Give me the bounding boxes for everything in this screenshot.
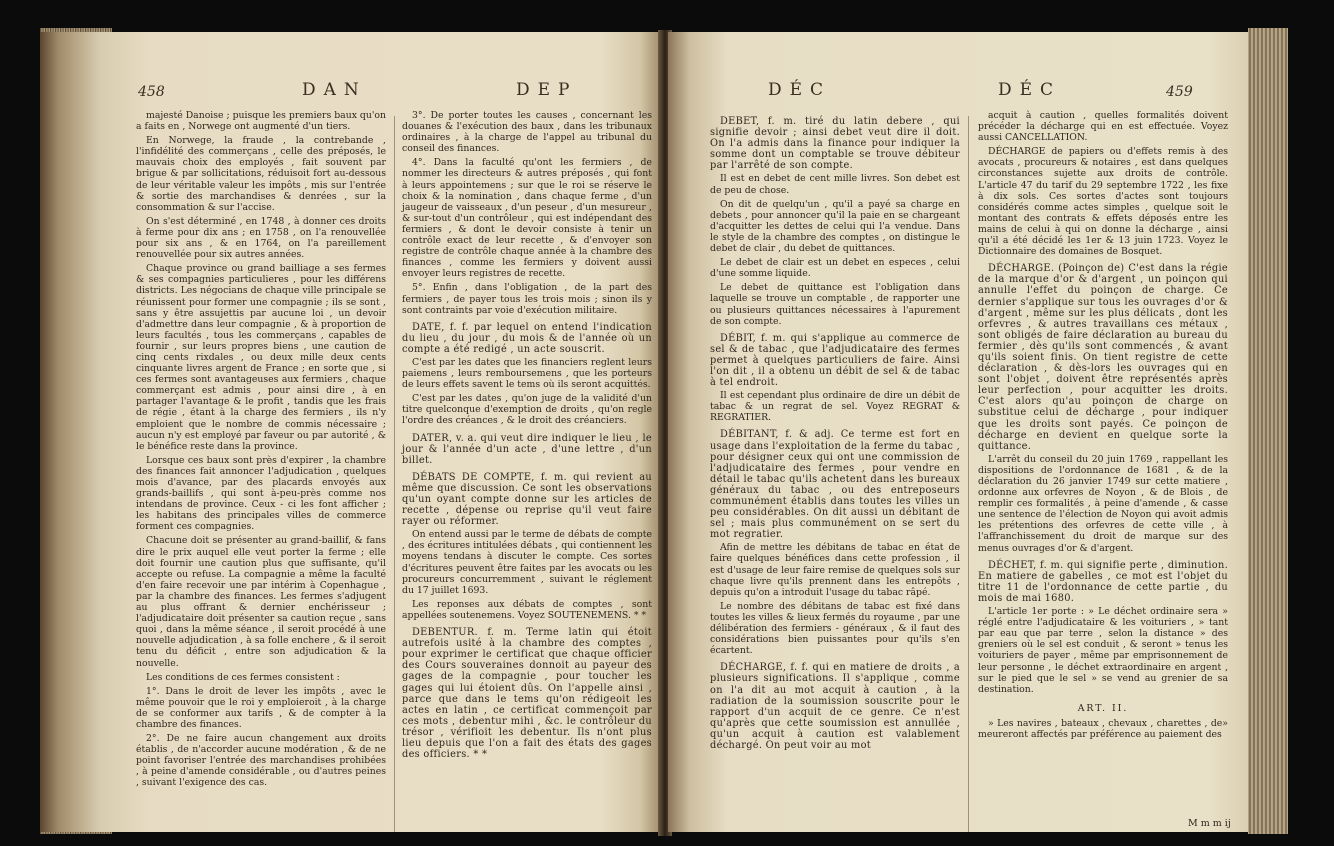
running-header-right: DÉC [998, 80, 1062, 100]
paragraph: majesté Danoise ; puisque les premiers baux qu'on a faits en , Norwege ont augmenté d'un tiers. [136, 110, 386, 133]
paragraph: Afin de mettre les débitans de tabac en état de faire quelques bénéfices dans cette profession , il est d'usage de leur faire remise de quelques sols sur chaque livre qu'ils prennent dans les entrepôts , depuis qu'on a introduit l'usage du tabac râpé. [710, 542, 960, 598]
paragraph: On s'est déterminé , en 1748 , à donner ces droits à ferme pour dix ans ; en 1758 , on l'a renouvellée pour six ans , & en 1764, on l'a pareillement renouvellée pour six autres années. [136, 215, 386, 261]
column-rule [394, 116, 395, 832]
paragraph: 1°. Dans le droit de lever les impôts , avec le même pouvoir que le roi y emploieroit , à la charge de se conformer aux tarifs , & de compter à la chambre des finances. [136, 685, 386, 730]
entry: DÉBIT, f. m. qui s'applique au commerce de sel & de tabac , que l'adjudicataire des fermes permet à quelques particuliers de faire. Ainsi l'on dit , il a obtenu un débit de sel & de tabac à tel endroit. [710, 332, 960, 389]
paragraph: Chacune doit se présenter au grand-baillif, & fans dire le prix auquel elle veut porter la ferme ; elle doit fournir une caution plus que suffisante, qu'il accepte ou refuse. La compagnie a même la faculté d'en faire recevoir une par intérim à Copenhague , par la chambre des finances. Les fermes s'adjugent au plus offrant & dernier enchérisseur ; l'adjudicataire doit présenter sa caution reçue , sans quoi , dans la même séance , il seroit procédé à une nouvelle adjudication , à sa folle enchere , & il seroit tenu du déficit , entre son adjudication & la nouvelle. [136, 535, 386, 669]
paragraph: Il est en debet de cent mille livres. Son debet est de peu de chose. [710, 173, 960, 196]
entry: DÉCHET, f. m. qui signifie perte , diminution. En matiere de gabelles , ce mot est l'objet du titre 11 de l'ordonnance de cette partie , du mois de mai 1680. [978, 559, 1228, 604]
paragraph: Chaque province ou grand bailliage a ses fermes & ses compagnies particulieres , pour les différens districts. Les négocians de chaque ville principale se réunissent pour former une compagnie ; ils se sont , sans y être assujettis par aucune loi , un devoir d'admettre dans leur compagnie , & à proportion de leurs facultés , tous les commerçans , capables de fournir , sur leurs propres biens , une caution de cinq cents rixdales , ou deux mille deux cents cinquante livres argent de France ; en sorte que , si ces fermes sont avantageuses aux fermiers , chaque commerçant est admis , pour ainsi dire , à en partager l'avantage & le profit , tandis que les frais de régie , étant à la charge des fermiers , ils n'y emploient que le nombre de commis nécessaire ; aucun n'y est employé par faveur ou par autorité , & le bénéfice reste dans la province. [136, 263, 386, 452]
entry-head: DÉBIT [720, 332, 753, 344]
running-header-left: DÉC [768, 80, 832, 100]
paragraph: Le debet de quittance est l'obligation dans laquelle se trouve un comptable , de rapporter une ou plusieurs quittances nécessaires à l'apurement de son compte. [710, 282, 960, 327]
entry-head: DÉBATS DE COMPTE [412, 471, 532, 483]
entry-head: DÉCHARGE [720, 662, 783, 674]
paragraph: Le debet de clair est un debet en especes , celui d'une somme liquide. [710, 257, 960, 280]
page-edges-right [1248, 28, 1288, 834]
entry: DEBENTUR. f. m. Terme latin qui étoit autrefois usité à la chambre des comptes , pour exprimer le certificat que chaque officier des Cours souveraines donnoit au payeur des gages de la compagnie , pour toucher les gages qui lui étoient dûs. On l'appelle ainsi , parce que dans le tems qu'on rédigeoit les actes en latin , ce certificat commençoit par ces mots , debentur mihi , &c. le contrôleur du trésor , vérifioit les debentur. Ils n'ont plus lieu depuis que l'on a fait des états des gages des officiers. * * [402, 627, 652, 761]
entry: DATER, v. a. qui veut dire indiquer le lieu , le jour & l'année d'un acte , d'une lettre , d'un billet. [402, 432, 652, 466]
right-page [668, 32, 1288, 832]
page-number: 458 [138, 84, 165, 100]
paragraph: En Norwege, la fraude , la contrebande , l'infidélité des commerçans , celle des préposés, le mauvais choix des employés , fait souvent par brigue & par sollicitations, réduisoit fort au-dessous de leur véritable valeur les impôts , mis sur l'entrée & sortie des marchandises & denrées , sur la consommation & sur l'accise. [136, 135, 386, 213]
entry-head: DEBET [720, 116, 756, 127]
text-column-1 [710, 110, 960, 753]
column-rule [968, 116, 969, 832]
paragraph: Les reponses aux débats de comptes , sont appellées soutenemens. Voyez SOUTENEMENS. * * [402, 598, 652, 621]
paragraph: L'article 1er porte : » Le déchet ordinaire sera » réglé entre l'adjudicataire & les voituriers , » tant par eau que par terre , selon la distance » des greniers où le sel est conduit , & seront » tenus les voituriers de payer , même par emprisonnement de leur personne , le déchet extraordinaire en argent , sur le pied que le sel » se vend au grenier de sa destination. [978, 606, 1228, 695]
article-heading: ART. II. [1077, 702, 1129, 714]
entry: DÉBITANT, f. & adj. Ce terme est fort en usage dans l'exploitation de la ferme du tabac , pour désigner ceux qui ont une commission de l'adjudicataire des fermes , pour vendre en détail le tabac qu'ils achetent dans les bureaux généraux du tabac , ou des entreposeurs communément établis dans toutes les villes un peu considérables. On dit aussi un débitant de sel ; mais plus communément on se sert du mot regratier. [710, 429, 960, 541]
page-number: 459 [1166, 84, 1193, 100]
open-book [40, 22, 1288, 840]
paragraph: » Les navires , bateaux , chevaux , charettes , de» meureront affectés par préférence au paiement des [978, 717, 1228, 740]
paragraph: Les conditions de ces fermes consistent : [146, 671, 340, 683]
paragraph: C'est par les dates que les financiers reglent leurs paiemens , leurs remboursemens , que les porteurs de leurs effets savent le tems où ils seront acquittés. [402, 356, 652, 391]
entry-head: DATE [412, 321, 442, 333]
paragraph: Il est cependant plus ordinaire de dire un débit de tabac & un regrat de sel. Voyez REGRAT & REGRATIER. [710, 390, 960, 424]
paragraph: DÉCHARGE de papiers ou d'effets remis à des avocats , procureurs & notaires , est dans quelques circonstances sujette aux droits de contrôle. L'article 47 du tarif du 29 septembre 1722 , les fixe à dix sols. Ces sortes d'actes sont toujours considérés comme actes simples , quelque soit le montant des contrats & effets déposés entre les mains de celui à qui on donne la décharge , ainsi qu'il a été décidé les 1er & 13 juin 1723. Voyez le Dictionnaire des domaines de Bosquet. [978, 146, 1228, 258]
entry: DÉCHARGE. (Poinçon de) C'est dans la régie de la marque d'or & d'argent , un poinçon qui annulle l'effet du poinçon de charge. Ce dernier s'applique sur tous les ouvrages d'or & d'argent , même sur les plus délicats , dont les orfevres , & autres travaillans ces métaux , sont obligés de faire déclaration au bureau du fermier , dès qu'ils sont commencés , & avant qu'ils soient finis. On tient registre de cette déclaration , & dès-lors les ouvrages qui en sont l'objet , doivent être représentés après leur perfection , pour acquitter les droits. C'est alors qu'au poinçon de charge on substitue celui de décharge , pour indiquer que les droits sont payés. Ce poinçon de décharge en devient en quelque sorte la quittance. [978, 263, 1228, 452]
paragraph: Lorsque ces baux sont près d'expirer , la chambre des finances fait annoncer l'adjudication , quelques mois d'avance, par des placards envoyés aux grands-baillifs , qui sont à-peu-près comme nos intendans de province. Ceux - ci les font afficher ; les habitans des principales villes de commerce forment ces compagnies. [136, 454, 386, 533]
paragraph: 5°. Enfin , dans l'obligation , de la part des fermiers , de payer tous les trois mois ; sinon ils y sont contraints par voie d'exécution militaire. [402, 282, 652, 316]
signature-mark: M m m ij [1188, 818, 1231, 829]
text-column-1 [136, 110, 386, 792]
entry: DÉCHARGE, f. f. qui en matiere de droits , a plusieurs significations. Il s'applique , comme on l'a dit au mot acquit à caution , à la radiation de la soumission souscrite pour le rapport d'un acquit de ce genre. Ce n'est qu'après que cette soumission est annullée , qu'un acquit à caution est valablement déchargé. On peut voir au mot [710, 662, 960, 751]
paragraph: On dit de quelqu'un , qu'il a payé sa charge en debets , pour annoncer qu'il la paie en se chargeant d'acquitter les dettes de celui qui l'a vendue. Dans le style de la chambre des comptes , on distingue le debet de clair , du debet de quittances. [710, 198, 960, 255]
entry-head: DATER [412, 432, 449, 444]
entry: DEBET, f. m. tiré du latin debere , qui signifie devoir ; ainsi debet veut dire il doit. On l'a admis dans la finance pour indiquer la somme dont un comptable se trouve débiteur par l'arrêté de son compte. [710, 116, 960, 172]
entry-head: DÉCHARGE [988, 263, 1051, 275]
left-page [40, 32, 662, 832]
entry-head: DÉBITANT [720, 429, 776, 441]
entry-head: DEBENTUR [412, 627, 475, 639]
entry-head: DÉCHET [988, 559, 1034, 571]
paragraph: C'est par les dates , qu'on juge de la validité d'un titre quelconque d'exemption de droits , qu'on regle l'ordre des créances , & le droit des créanciers. [402, 393, 652, 427]
entry: DATE, f. f. par lequel on entend l'indication du lieu , du jour , du mois & de l'année où un compte a été redigé , un acte souscrit. [402, 321, 652, 355]
running-header-right: DEP [516, 80, 578, 100]
paragraph: Le nombre des débitans de tabac est fixé dans toutes les villes & lieux fermés du royaume , par une délibération des fermiers - généraux , & il faut des considérations bien puissantes pour qu'ils s'en écartent. [710, 600, 960, 657]
text-column-2 [402, 110, 652, 762]
paragraph: acquit à caution , quelles formalités doivent précéder la décharge qui en est effectuée. Voyez aussi CANCELLATION. [978, 110, 1228, 144]
paragraph: L'arrêt du conseil du 20 juin 1769 , rappellant les dispositions de l'ordonnance de 1681 , & de la déclaration du 26 janvier 1749 sur cette matiere , ordonne aux orfevres de Noyon , & de Blois , de remplir ces formalités , à peine d'amende , & casse une sentence de l'élection de Noyon qui avoit admis les prétentions des orfevres de cette ville , à l'affranchissement du droit de marque sur des menus ouvrages d'or & d'argent. [978, 453, 1228, 554]
paragraph: On entend aussi par le terme de débats de compte , des écritures intitulées débats , qui contiennent les moyens tendans à discuter le compte. Ces sortes d'écritures peuvent être faites par les avocats ou les procureurs concurremment , suivant le réglement du 17 juillet 1693. [402, 529, 652, 596]
running-header-left: DAN [302, 80, 367, 100]
paragraph: 3°. De porter toutes les causes , concernant les douanes & l'exécution des baux , dans les tribunaux ordinaires , à la charge de l'appel au tribunal du conseil des finances. [402, 110, 652, 155]
paragraph: 4°. Dans la faculté qu'ont les fermiers , de nommer les directeurs & autres préposés , qui font à leurs appointemens ; sur que le roi se réserve le choix & la nomination , dans chaque ferme , d'un jaugeur de vaisseaux , d'un peseur , d'un mesureur , & sur-tout d'un contrôleur , qui est indépendant des fermiers , & dont le devoir consiste à tenir un contrôle exact de leur recette , & d'envoyer son registre de contrôle chaque année à la chambre des finances , comme les fermiers y doivent aussi envoyer leurs registres de recette. [402, 157, 652, 280]
paragraph: 2°. De ne faire aucun changement aux droits établis , de n'accorder aucune modération , & de ne point favoriser l'entrée des marchandises prohibées , à peine d'amende considérable , ou d'autres peines , suivant l'exigence des cas. [136, 733, 386, 789]
text-column-2 [978, 110, 1228, 743]
entry: DÉBATS DE COMPTE, f. m. qui revient au même que discussion. Ce sont les observations qu'un oyant compte donne sur les articles de recette , dépense ou reprise qu'il veut faire rayer ou réformer. [402, 471, 652, 528]
